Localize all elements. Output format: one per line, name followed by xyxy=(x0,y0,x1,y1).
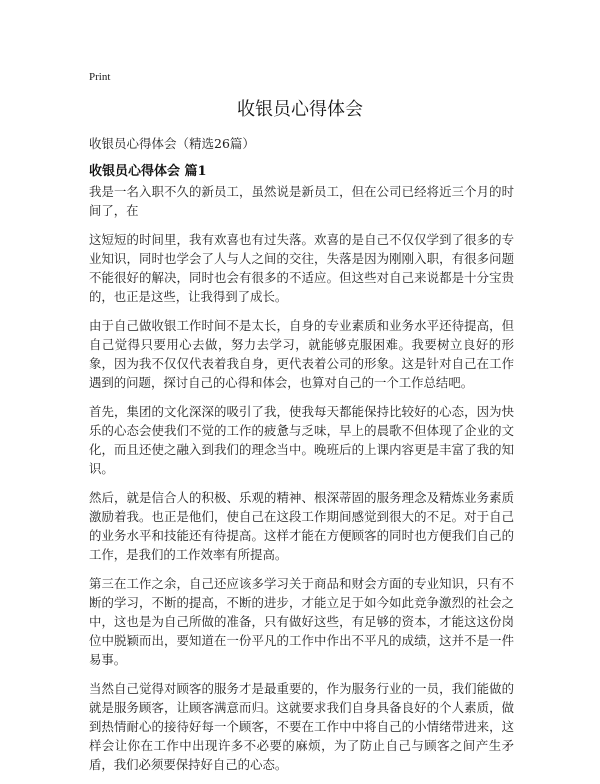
document-title: 收银员心得体会 xyxy=(237,99,363,120)
section-heading: 收银员心得体会 篇1 xyxy=(89,164,207,179)
paragraph: 我是一名入职不久的新员工，虽然说是新员工，但在公司已经将近三个月的时间了，在 xyxy=(89,184,514,218)
paragraph: 当然自己觉得对顾客的服务才是最重要的，作为服务行业的一员，我们能做的就是服务顾客，让顾客满意而归。这就要求我们自身具备良好的个人素质，做到热情耐心的接待好每一个顾客，不要在工作中中将自己的小情绪带进来，这样会让你在工作中出现许多不必要的麻烦，为了防止自己与顾客之间产生矛盾，我们必须要保持好自己的心态。 xyxy=(89,681,514,772)
paragraph: 首先，集团的文化深深的吸引了我，使我每天都能保持比较好的心态，因为快乐的心态会使我们不觉的工作的疲惫与乏味，早上的晨歌不但体现了企业的文化，而且还使之融入到我们的理念当中。晚班后的上课内容更是丰富了我的知识。 xyxy=(89,404,514,476)
paragraph: 这短短的时间里，我有欢喜也有过失落。欢喜的是自己不仅仅学到了很多的专业知识，同时也学会了人与人之间的交往，失落是因为刚刚入职，有很多问题不能很好的解决，同时也会有很多的不适应。但这些对自己来说都是十分宝贵的，也正是这些，让我得到了成长。 xyxy=(89,232,514,304)
paragraph: 第三在工作之余，自己还应该多学习关于商品和财会方面的专业知识，只有不断的学习，不断的提高，不断的进步，才能立足于如今如此竞争激烈的社会之中，这也是为自己所做的准备，只有做好这些，有足够的资本，才能这这份岗位中脱颖而出，要知道在一份平凡的工作中作出不平凡的成绩，这并不是一件易事。 xyxy=(89,576,514,667)
paragraph: 然后，就是信合人的积极、乐观的精神、根深蒂固的服务理念及精炼业务素质激励着我。也正是他们，使自己在这段工作期间感觉到很大的不足。对于自己的业务水平和技能还有待提高。这样才能在方便顾客的同时也方便我们自己的工作，是我们的工作效率有所提高。 xyxy=(89,490,514,562)
print-label: Print xyxy=(89,71,111,83)
document-subtitle: 收银员心得体会（精选26篇） xyxy=(89,136,255,151)
paragraph: 由于自己做收银工作时间不是太长，自身的专业素质和业务水平还待提高，但自己觉得只要用心去做，努力去学习，就能够克服困难。我要树立良好的形象，因为我不仅仅代表着我自身，更代表着公司的形象。这是针对自己在工作遇到的问题，探讨自己的心得和体会，也算对自己的一个工作总结吧。 xyxy=(89,318,514,390)
document-body xyxy=(89,182,514,784)
